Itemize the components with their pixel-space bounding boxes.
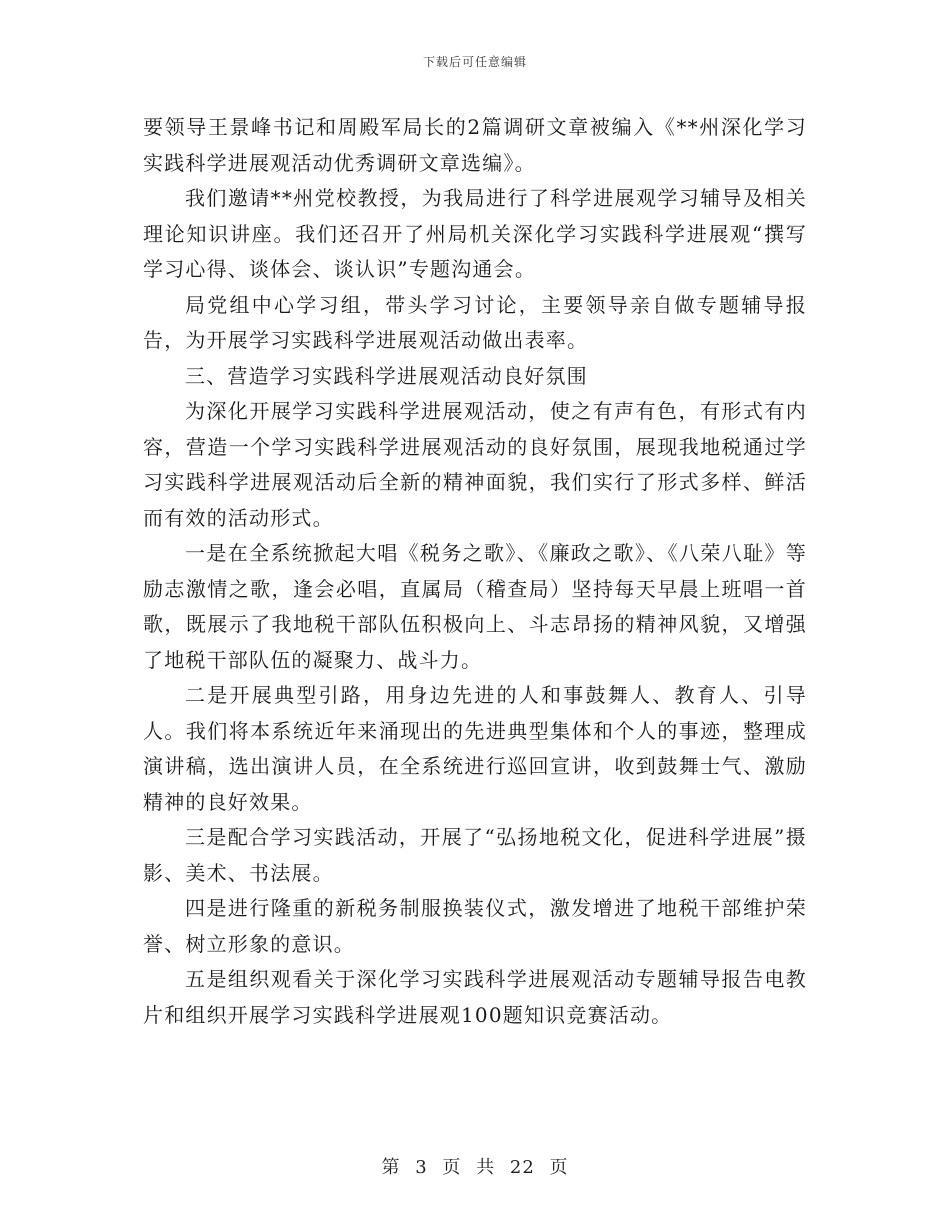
paragraph: 二是开展典型引路，用身边先进的人和事鼓舞人、教育人、引导人。我们将本系统近年来涌现出的先进典型集体和个人的事迹，整理成演讲稿，选出演讲人员，在全系统进行巡回宣讲，收到鼓舞士气、激励精神的良好效果。 (143, 683, 807, 814)
footer-page-word: 页 (442, 1157, 462, 1178)
footer-suffix: 页 (549, 1157, 569, 1178)
paragraph: 五是组织观看关于深化学习实践科学进展观活动专题辅导报告电教片和组织开展学习实践科学进展观100题知识竞赛活动。 (143, 967, 807, 1027)
page-footer (0, 1153, 950, 1179)
paragraph: 三是配合学习实践活动，开展了“弘扬地税文化，促进科学进展”摄影、美术、书法展。 (143, 825, 807, 885)
footer-prefix: 第 (381, 1157, 401, 1178)
paragraph: 局党组中心学习组，带头学习讨论，主要领导亲自做专题辅导报告，为开展学习实践科学进展观活动做出表率。 (143, 292, 807, 352)
paragraph-continuation: 要领导王景峰书记和周殿军局长的2篇调研文章被编入《**州深化学习实践科学进展观活动优秀调研文章选编》。 (143, 115, 807, 175)
paragraph: 为深化开展学习实践科学进展观活动，使之有声有色，有形式有内容，营造一个学习实践科学进展观活动的良好氛围，展现我地税通过学习实践科学进展观活动后全新的精神面貌，我们实行了形式多样、鲜活而有效的活动形式。 (143, 399, 807, 530)
section-heading: 三、营造学习实践科学进展观活动良好氛围 (185, 363, 588, 388)
footer-total-pages: 22 (509, 1157, 535, 1178)
footer-total-word: 共 (476, 1157, 496, 1178)
paragraph: 我们邀请**州党校教授，为我局进行了科学进展观学习辅导及相关理论知识讲座。我们还召开了州局机关深化学习实践科学进展观“撰写学习心得、谈体会、谈认识”专题沟通会。 (143, 186, 807, 281)
paragraph: 四是进行隆重的新税务制服换装仪式，激发增进了地税干部维护荣誉、树立形象的意识。 (143, 896, 807, 956)
paragraph: 一是在全系统掀起大唱《税务之歌》、《廉政之歌》、《八荣八耻》等励志激情之歌，逢会必唱，直属局（稽查局）坚持每天早晨上班唱一首歌，既展示了我地税干部队伍积极向上、斗志昂扬的精神风貌，又增强了地税干部队伍的凝聚力、战斗力。 (143, 541, 807, 672)
page-header: 下载后可任意编辑 (422, 55, 527, 69)
footer-current-page: 3 (415, 1157, 428, 1178)
document-body (143, 110, 807, 1033)
